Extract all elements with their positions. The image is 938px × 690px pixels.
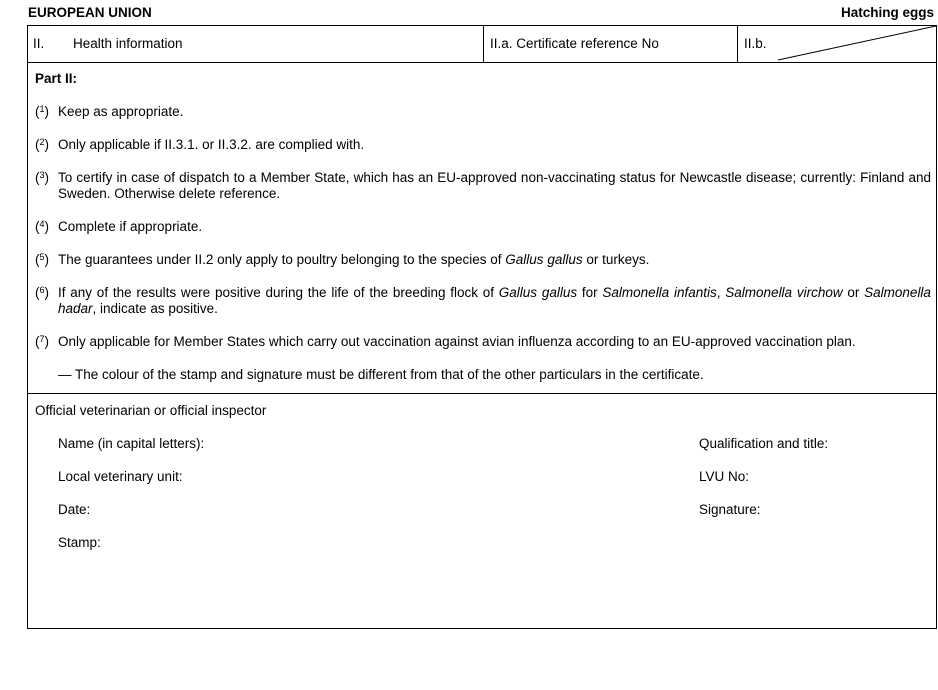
note-item [35,334,931,350]
certificate-frame [27,25,937,629]
section-number: II. [33,36,45,51]
section-title: Health information [73,36,183,51]
section-cell [28,26,484,62]
note-number: ($^7$) [35,334,50,349]
note-number: ($^6$) [35,285,50,300]
signature-section-title: Official veterinarian or official inspector [35,403,267,418]
stamp-colour-note: — The colour of the stamp and signature must be different from that of the other particulars in the certificate. [58,367,704,382]
note-number: ($^5$) [35,252,50,267]
notes-section [28,63,936,394]
local-unit-label: Local veterinary unit: [58,469,183,484]
note-item [35,219,931,235]
note-text: Keep as appropriate. [58,104,184,119]
note-text: The guarantees under II.2 only apply to poultry belonging to the species of Gallus gallus or turkeys. [58,252,650,267]
certificate-header-row [28,26,936,63]
stamp-label: Stamp: [58,535,101,550]
part-title: Part II: [35,71,78,86]
diagonal-strike-line [738,26,936,62]
qualification-label: Qualification and title: [699,436,829,451]
iib-label: II.b. [744,36,767,51]
name-label: Name (in capital letters): [58,436,205,451]
note-text: Complete if appropriate. [58,219,203,234]
certificate-reference-label: II.a. Certificate reference No [490,36,659,51]
note-number: ($^3$) [35,170,50,185]
note-text: If any of the results were positive during the life of the breeding flock of Gallus gallus for Salmonella infantis, Salmonella virchow or Salmonella hadar, indicate as positive. [58,285,931,316]
document-header-right: Hatching eggs [840,5,934,20]
date-label: Date: [58,502,91,517]
note-text: Only applicable for Member States which carry out vaccination against avian influenza according to an EU-approved vaccination plan. [58,334,856,349]
lvu-label: LVU No: [699,469,750,484]
signature-label: Signature: [699,502,761,517]
note-item [35,104,931,120]
note-item [35,137,931,153]
note-item [35,170,931,202]
certificate-reference-cell [484,26,738,62]
note-number: ($^1$) [35,104,50,119]
note-item [35,285,931,317]
note-text: To certify in case of dispatch to a Member State, which has an EU-approved non-vaccinating status for Newcastle disease; currently: Finland and Sweden. Otherwise delete reference. [58,170,931,201]
note-number: ($^2$) [35,137,50,152]
note-item [35,252,931,268]
document-header-left: EUROPEAN UNION [28,5,152,20]
note-number: ($^4$) [35,219,50,234]
iib-cell [738,26,936,62]
signature-section [28,394,936,628]
note-text: Only applicable if II.3.1. or II.3.2. are complied with. [58,137,365,152]
